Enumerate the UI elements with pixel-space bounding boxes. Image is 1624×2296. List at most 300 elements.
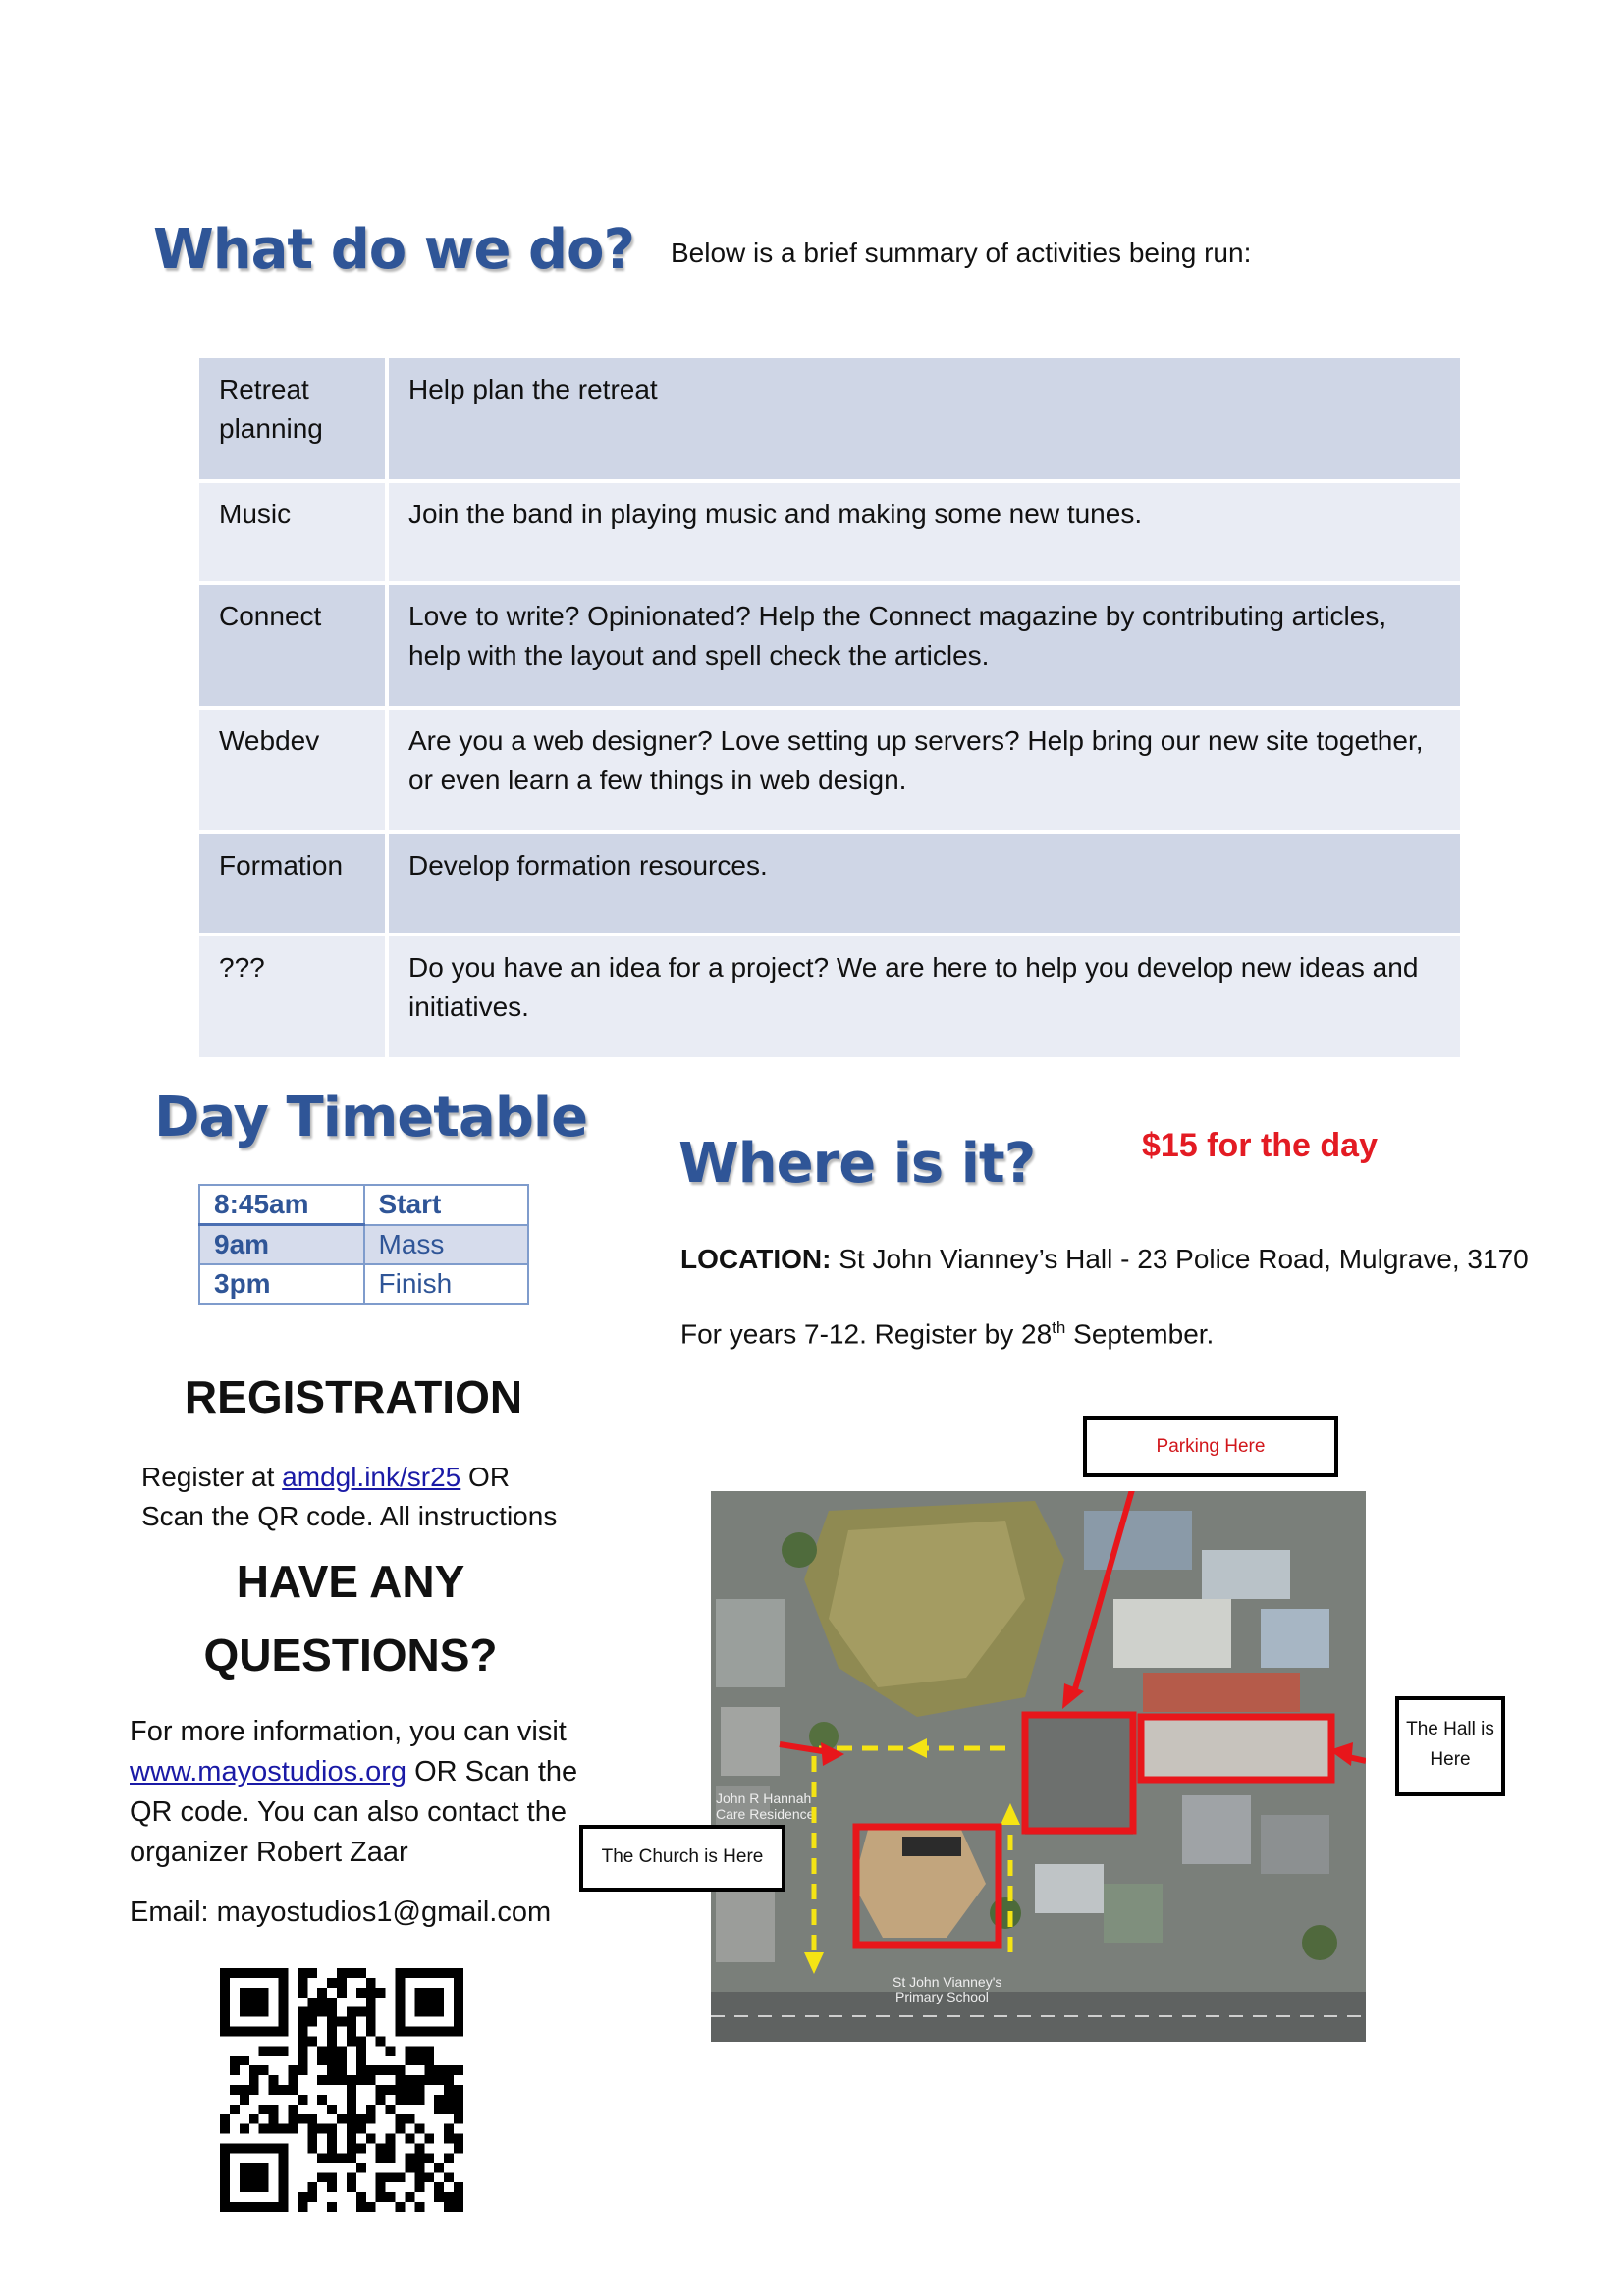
qr-module [249,2085,259,2095]
questions-heading-line1: HAVE ANY [236,1556,465,1607]
activity-name: Webdev [199,710,389,834]
qr-module [356,2036,366,2046]
qr-module [317,2046,327,2056]
qr-module [444,2095,454,2105]
qr-module [405,2046,414,2056]
qr-module [327,2124,337,2134]
qr-module [356,1988,366,1998]
map-label: Care Residence [716,1806,815,1822]
qr-module [366,2065,376,2075]
table-row [199,483,1460,585]
qr-module [317,1988,327,1998]
qr-module [337,2114,347,2124]
qr-module [269,2124,279,2134]
qr-module [220,2114,230,2124]
activity-description: Do you have an idea for a project? We are here to help you develop new ideas and initiatives. [389,936,1460,1061]
qr-module [376,1988,386,1998]
qr-module [376,2192,386,2202]
qr-module [444,2153,454,2163]
activity-name: Retreat planning [199,358,389,483]
qr-module [376,2065,386,2075]
qr-module [366,1978,376,1988]
qr-module [386,2153,396,2163]
qr-module [220,2144,230,2212]
qr-module [347,2172,356,2182]
qr-module [220,1968,230,2036]
qr-module [414,2144,424,2154]
qr-module [240,2163,269,2192]
qr-module [298,2095,307,2105]
qr-module [366,2027,376,2037]
table-row [199,710,1460,834]
activity-name: Formation [199,834,389,936]
qr-module [405,2085,414,2095]
map-label: John R Hannah [716,1790,812,1806]
qr-module [414,2095,424,2105]
qr-module [288,2085,298,2095]
qr-module [327,2056,337,2065]
qr-module [347,2105,356,2114]
qr-module [327,2182,337,2192]
qr-module [434,2065,444,2075]
timetable-heading: Day Timetable [154,1086,588,1149]
qr-module [444,2202,454,2212]
qr-module [386,2065,396,2075]
qr-module [327,2065,337,2075]
table-row [199,1264,528,1304]
qr-module [249,2075,259,2085]
qr-module [454,2114,463,2124]
qr-module [444,2075,454,2085]
qr-module [366,2105,376,2114]
qr-module [414,2046,424,2056]
qr-module [347,2134,356,2144]
qr-module [347,2017,356,2027]
qr-module [405,2192,414,2202]
qr-module [317,2056,327,2065]
qr-module [424,2153,434,2163]
qr-code[interactable] [220,1968,463,2212]
qr-module [424,2065,434,2075]
hall-callout [1395,1696,1505,1796]
qr-module [347,2085,356,2095]
qr-module [414,1988,444,2017]
qr-module [307,2144,317,2154]
registration-link[interactable]: amdgl.ink/sr25 [282,1462,461,1492]
qr-module [337,2046,347,2056]
qr-module [424,2046,434,2056]
qr-module [386,2192,396,2202]
qr-module [454,2095,463,2105]
qr-module [317,2075,327,2085]
qr-module [396,2075,406,2085]
questions-line4: organizer Robert Zaar [130,1837,408,1868]
qr-module [434,2192,444,2202]
qr-module [376,2172,386,2182]
qr-module [279,2124,289,2134]
qr-module [405,2163,414,2172]
qr-module [376,2153,386,2163]
qr-module [396,2202,406,2212]
qr-module [347,2036,356,2046]
qr-module [298,2046,307,2056]
qr-module [288,2124,298,2134]
qr-module [424,2172,434,2182]
website-link[interactable]: www.mayostudios.org [130,1756,407,1788]
qr-module [434,2182,444,2192]
qr-module [259,2124,269,2134]
qr-module [347,2153,356,2163]
qr-module [405,2095,414,2105]
qr-module [327,2153,337,2163]
qr-module [249,2114,259,2124]
qr-module [434,2095,444,2105]
what-we-do-heading: What do we do? [153,218,634,282]
qr-module [454,2065,463,2075]
qr-module [454,2192,463,2202]
qr-module [337,1968,347,1978]
qr-module [327,2036,337,2046]
qr-module [366,2134,376,2144]
qr-module [386,2172,396,2182]
qr-module [288,2075,298,2085]
qr-module [414,2172,424,2182]
qr-module [327,2027,337,2037]
qr-module [337,2075,347,2085]
timetable-time: 9am [199,1225,364,1265]
qr-module [366,2007,376,2017]
qr-module [337,2065,347,2075]
qr-module [356,2056,366,2065]
map-label: Primary School [895,1989,989,2004]
qr-module [307,1968,317,1978]
activity-name: Music [199,483,389,585]
qr-module [444,2105,454,2114]
map-label: St John Vianney's [893,1974,1002,1990]
qr-module [356,2075,366,2085]
location-line [680,1240,1529,1279]
qr-module [454,1968,463,2036]
qr-module [298,2202,307,2212]
qr-module [347,2075,356,2085]
table-row [199,1185,528,1225]
questions-line1: For more information, you can visit [130,1716,567,1747]
activities-table [199,358,1460,1061]
qr-module [220,2124,230,2134]
qr-module [269,2105,279,2114]
qr-module [396,1968,463,1978]
qr-module [298,1968,307,1978]
qr-module [414,2163,424,2172]
qr-module [366,2202,376,2212]
qr-module [298,2027,307,2037]
qr-module [454,2202,463,2212]
location-value: St John Vianney’s Hall - 23 Police Road, Mulgrave, 3170 [839,1244,1529,1274]
eligibility-suffix: September. [1065,1318,1215,1350]
qr-module [376,2085,386,2095]
qr-module [337,1988,347,1998]
qr-module [337,2153,347,2163]
table-row [199,358,1460,483]
qr-module [405,2056,414,2065]
qr-module [356,2192,366,2202]
activity-name: Connect [199,585,389,710]
qr-module [414,2056,424,2065]
questions-line2-suffix: OR Scan the [406,1756,578,1788]
qr-module [356,2007,366,2017]
qr-module [259,2046,269,2056]
qr-module [454,2182,463,2192]
price-label: $15 for the day [1142,1127,1378,1164]
qr-module [327,2144,337,2154]
qr-module [414,2075,424,2085]
qr-module [414,2124,424,2134]
qr-module [347,2124,356,2134]
qr-module [366,1988,376,1998]
qr-module [269,2114,279,2124]
qr-module [366,2017,376,2027]
qr-module [269,2046,279,2056]
qr-module [298,1988,307,1998]
qr-module [307,1998,317,2007]
location-label: LOCATION: [680,1244,832,1274]
qr-module [317,2153,327,2163]
activity-description: Are you a web designer? Love setting up servers? Help bring our new site together, or even learn a few things in web design. [389,710,1460,834]
questions-line3: QR code. You can also contact the [130,1796,567,1828]
church-callout: The Church is Here [579,1825,785,1892]
qr-module [298,2036,307,2046]
qr-module [249,2065,259,2075]
qr-module [405,2114,414,2124]
activity-description: Help plan the retreat [389,358,1460,483]
qr-module [396,2124,406,2134]
questions-text [130,1712,577,1873]
qr-module [327,2134,337,2144]
qr-module [356,2065,366,2075]
qr-module [220,1968,288,1978]
qr-module [327,2202,337,2212]
qr-module [356,2046,366,2056]
qr-module [454,2105,463,2114]
qr-module [307,2007,317,2017]
timetable-time: 8:45am [199,1185,364,1225]
qr-module [376,2036,386,2046]
qr-module [396,2027,463,2037]
table-row [199,1225,528,1265]
qr-module [259,2105,269,2114]
aerial-map [711,1491,1366,2042]
qr-module [396,2085,406,2095]
qr-module [356,2163,366,2172]
qr-module [347,2095,356,2105]
registration-heading: REGISTRATION [184,1371,523,1422]
qr-module [414,2202,424,2212]
registration-suffix: OR [460,1462,511,1492]
hall-callout-label: The Hall is Here [1406,1719,1494,1770]
qr-module [327,1998,337,2007]
qr-module [279,1968,289,2036]
qr-module [414,2182,424,2192]
registration-text [141,1458,557,1536]
activity-description: Love to write? Opinionated? Help the Connect magazine by contributing articles, help with the layout and spell check the articles. [389,585,1460,710]
qr-module [279,2085,289,2095]
timetable-time: 3pm [199,1264,364,1304]
qr-module [317,2124,327,2134]
qr-module [279,2046,289,2056]
qr-module [288,2065,298,2075]
qr-module [366,2075,376,2085]
timetable-event: Finish [364,1264,529,1304]
qr-module [454,2144,463,2154]
questions-heading [0,1545,701,1692]
timetable-event: Start [364,1185,529,1225]
date-suffix: th [1052,1318,1066,1337]
qr-module [396,2172,406,2182]
qr-module [317,1998,327,2007]
qr-module [240,2124,249,2134]
qr-module [405,2075,414,2085]
qr-module [288,2105,298,2114]
qr-module [356,2202,366,2212]
qr-module [327,2046,337,2056]
qr-module [396,2114,406,2124]
questions-heading-line2: QUESTIONS? [203,1629,498,1681]
qr-module [424,2134,434,2144]
qr-module [444,2085,454,2095]
qr-module [298,2007,307,2017]
qr-module [317,2095,327,2105]
qr-module [327,2105,337,2114]
qr-module [298,2192,307,2202]
qr-module [307,2036,317,2046]
qr-module [230,2105,240,2114]
qr-module [356,2144,366,2154]
activity-name: ??? [199,936,389,1061]
qr-module [366,1998,376,2007]
timetable-table [198,1184,529,1305]
qr-module [230,2056,240,2065]
table-row [199,585,1460,710]
qr-module [424,2075,434,2085]
table-row [199,834,1460,936]
qr-module [386,2134,396,2144]
timetable-event: Mass [364,1225,529,1265]
qr-module [376,2095,386,2105]
registration-instructions: Scan the QR code. All instructions [141,1501,558,1531]
qr-module [405,2153,414,2163]
qr-module [240,1988,269,2017]
qr-module [454,2134,463,2144]
qr-module [269,2085,279,2095]
qr-module [366,2114,376,2124]
qr-module [405,2134,414,2144]
qr-module [220,2202,288,2212]
qr-module [386,2046,396,2056]
qr-module [386,2085,396,2095]
qr-module [307,2182,317,2192]
qr-module [307,2017,317,2027]
qr-module [240,2056,249,2065]
qr-module [444,2065,454,2075]
qr-module [396,1968,406,2036]
qr-module [317,2172,327,2182]
qr-module [230,2085,240,2095]
qr-module [240,2085,249,2095]
qr-module [386,2105,396,2114]
qr-module [337,1978,347,1988]
qr-module [298,1978,307,1988]
qr-module [347,2182,356,2192]
qr-module [337,2017,347,2027]
qr-module [259,2065,269,2075]
qr-module [298,2114,307,2124]
qr-module [376,2182,386,2192]
qr-module [434,2163,444,2172]
qr-module [288,2114,298,2124]
qr-module [444,2172,454,2182]
qr-module [327,2172,337,2182]
qr-module [356,1968,366,1978]
qr-module [298,2065,307,2075]
qr-module [327,2007,337,2017]
qr-module [347,2144,356,2154]
qr-module [356,2124,366,2134]
qr-module [347,2027,356,2037]
qr-module [298,2017,307,2027]
qr-module [386,2144,396,2154]
qr-module [327,2017,337,2027]
qr-module [337,2056,347,2065]
qr-module [434,2075,444,2085]
activity-description: Develop formation resources. [389,834,1460,936]
eligibility-prefix: For years 7-12. Register by 28 [680,1318,1053,1350]
contact-email: Email: mayostudios1@gmail.com [130,1896,552,1928]
qr-module [414,2153,424,2163]
qr-module [327,2075,337,2085]
qr-module [444,2192,454,2202]
qr-module [240,2095,249,2105]
qr-module [230,2065,240,2075]
qr-module [279,2144,289,2212]
qr-module [269,2075,279,2085]
registration-prefix: Register at [141,1462,283,1492]
parking-callout: Parking Here [1083,1416,1338,1477]
where-heading: Where is it? [678,1132,1036,1196]
qr-module [298,2056,307,2065]
qr-module [327,1978,337,1988]
activity-description: Join the band in playing music and making some new tunes. [389,483,1460,585]
qr-module [220,2027,288,2037]
qr-module [424,2056,434,2065]
qr-module [317,2007,327,2017]
qr-module [307,2134,317,2144]
activities-intro: Below is a brief summary of activities being run: [671,238,1252,268]
qr-module [307,2114,317,2124]
qr-module [347,1968,356,1978]
qr-module [220,2144,288,2154]
qr-module [347,2007,356,2017]
eligibility-line [680,1308,1214,1354]
qr-module [444,2134,454,2144]
table-row [199,936,1460,1061]
qr-module [414,2085,424,2095]
qr-module [396,2065,406,2075]
qr-module [396,2095,406,2105]
qr-module [376,2144,386,2154]
qr-module [356,2114,366,2124]
qr-module [307,2192,317,2202]
qr-module [347,2114,356,2124]
